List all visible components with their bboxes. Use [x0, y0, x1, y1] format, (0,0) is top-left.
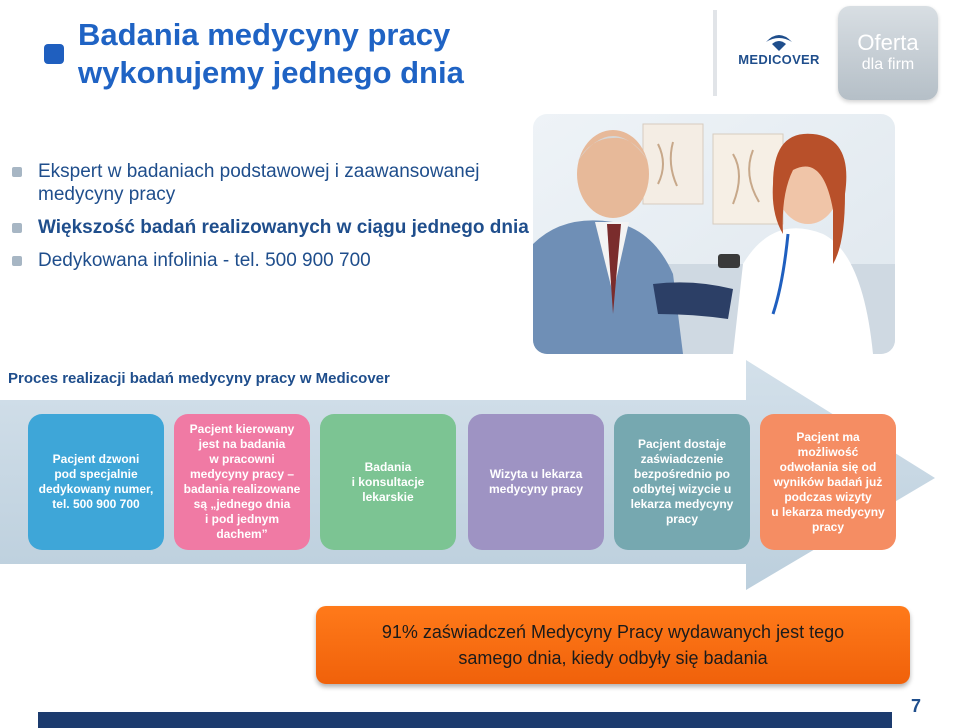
feature-bullet-text: Większość badań realizowanych w ciągu jednego dnia [38, 217, 529, 238]
feature-bullet-list [12, 160, 532, 282]
bullet-marker-icon [12, 167, 22, 177]
feature-bullet [12, 216, 532, 239]
process-step-text: Pacjent dzwoni pod specjalnie dedykowany numer, tel. 500 900 700 [38, 452, 154, 511]
process-step-card [468, 414, 604, 550]
process-step-text: Wizyta u lekarza medycyny pracy [488, 467, 584, 496]
process-step-card [614, 414, 750, 550]
doctor-patient-illustration [533, 114, 895, 354]
process-step-card [174, 414, 310, 550]
process-step-text: Pacjent kierowany jest na badania w pracowni medycyny pracy – badania realizowane są „jednego dnia i pod jednym dachem” [183, 422, 301, 541]
medicover-logo-icon [764, 30, 794, 52]
doctor-patient-photo [533, 114, 895, 354]
page-number: 7 [910, 696, 921, 716]
process-step-card [28, 414, 164, 550]
header-divider [713, 10, 717, 96]
feature-bullet [12, 249, 532, 272]
medicover-logo-text: MEDICOVER [738, 52, 820, 67]
page-title: Badania medycyny pracy wykonujemy jednego dnia [78, 17, 464, 90]
process-step-text: Pacjent dostaje zaświadczenie bezpośrednio po odbytej wizycie u lekarza medycyny pracy [630, 437, 734, 526]
medicover-logo [734, 30, 824, 74]
offer-badge-line1: Oferta [857, 30, 919, 55]
feature-bullet [12, 160, 532, 206]
offer-badge [838, 6, 938, 100]
process-step-text: Badania i konsultacje lekarskie [351, 459, 425, 504]
process-step-card [760, 414, 896, 550]
bullet-marker-icon [12, 223, 22, 233]
feature-bullet-text: Ekspert w badaniach podstawowej i zaawansowanej medycyny pracy [38, 161, 480, 205]
bullet-marker-icon [12, 256, 22, 266]
process-step-text: Pacjent ma możliwość odwołania się od wyników badań już podczas wizyty u lekarza medycyny pracy [771, 429, 885, 534]
footer-bar [38, 712, 892, 728]
statistic-callout: 91% zaświadczeń Medycyny Pracy wydawanych jest tego samego dnia, kiedy odbyły się badania [316, 606, 910, 684]
offer-badge-line2: dla firm [861, 56, 915, 73]
title-bullet-square [44, 44, 64, 64]
process-step-card [320, 414, 456, 550]
process-section-title: Proces realizacji badań medycyny pracy w Medicover [8, 370, 390, 387]
feature-bullet-text: Dedykowana infolinia - tel. 500 900 700 [38, 250, 371, 271]
